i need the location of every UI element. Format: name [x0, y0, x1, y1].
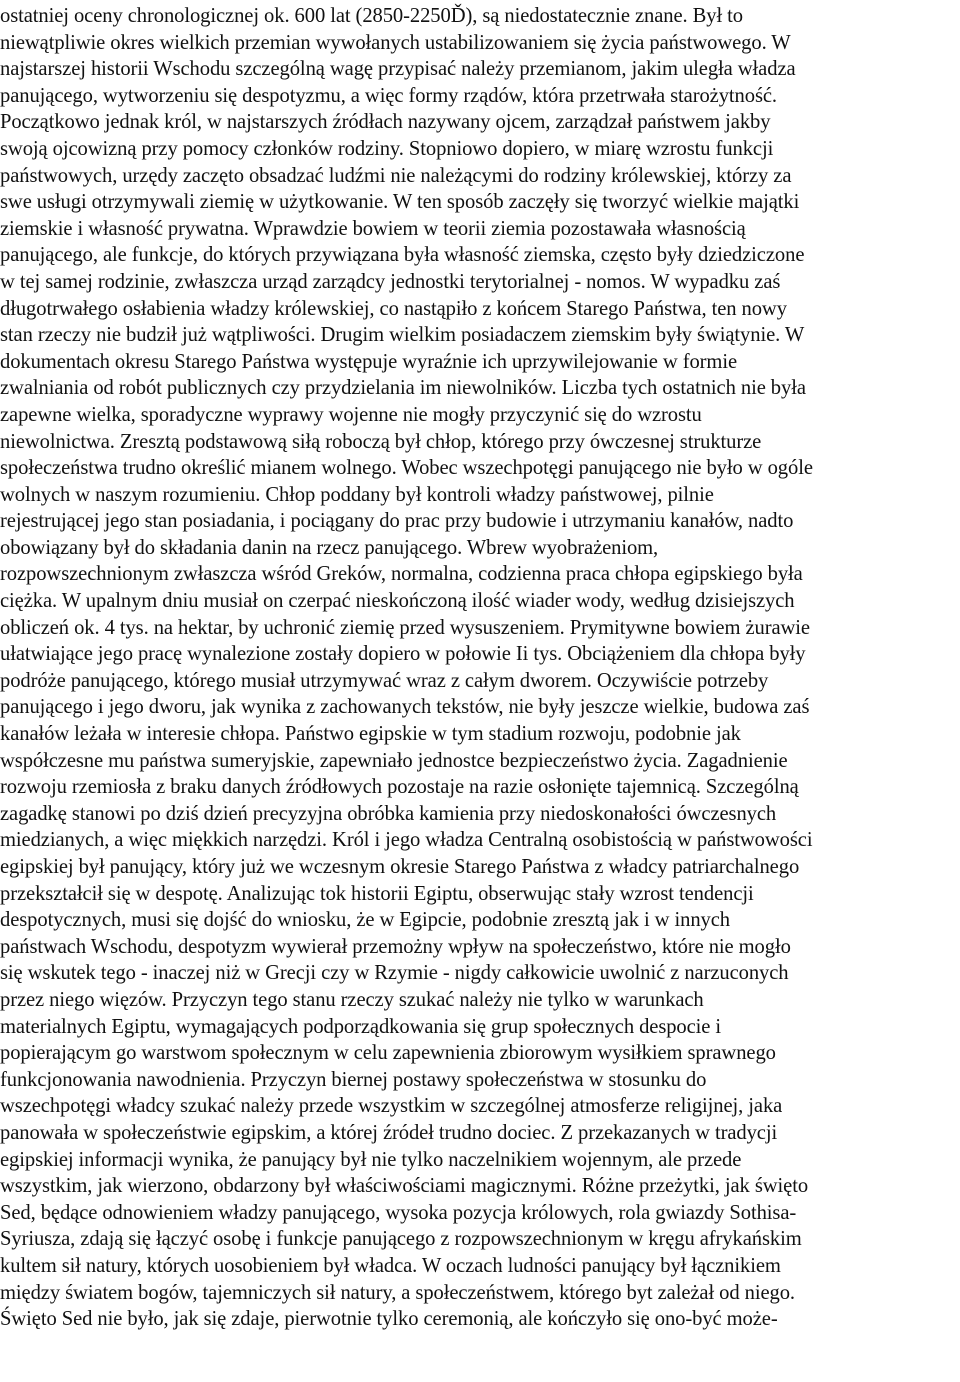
- text-line: swoją ojcowizną przy pomocy członków rodziny. Stopniowo dopiero, w miarę wzrostu funkcji: [0, 137, 774, 160]
- text-line: egipskiej był panujący, który już we wczesnym okresie Starego Państwa z władcy patriarchalnego: [0, 856, 800, 878]
- text-line: egipskiej informacji wynika, że panujący był nie tylko naczelnikiem wojennym, ale przede: [0, 1148, 742, 1171]
- text-line: w tej samej rodzinie, zwłaszcza urząd zarządcy jednostki terytorialnej - nomos. W wypadku zaś: [0, 270, 781, 293]
- text-line: długotrwałego osłabienia władzy królewskiej, co nastąpiło z końcem Starego Państwa, ten nowy: [0, 297, 787, 320]
- text-line: wolnych w naszym rozumieniu. Chłop poddany był kontroli władzy państwowej, pilnie: [0, 483, 714, 506]
- text-line: rozwoju rzemiosła z braku danych źródłowych pozostaje na razie osłonięte tajemnicą. Szczególną: [0, 776, 799, 799]
- text-line: despotycznych, musi się dojść do wniosku, że w Egipcie, podobnie zresztą jak i w innych: [0, 909, 730, 932]
- text-line: państwach Wschodu, despotyzm wywierał przemożny wpływ na społeczeństwo, które nie mogło: [0, 935, 791, 958]
- document-body-text: [0, 3, 960, 1382]
- text-line: panującego, wytworzeniu się despotyzmu, a więc formy rządów, która przetrwała starożytność.: [0, 84, 777, 107]
- text-line: funkcjonowania nawodnienia. Przyczyn biernej postawy społeczeństwa w stosunku do: [0, 1068, 707, 1091]
- text-line: przez niego więzów. Przyczyn tego stanu rzeczy szukać należy nie tylko w warunkach: [0, 988, 704, 1011]
- text-line: niewolnictwa. Zresztą podstawową siłą roboczą był chłop, którego przy ówczesnej strukturze: [0, 430, 762, 453]
- text-line: wszystkim, jak wierzono, obdarzony był właściwościami magicznymi. Różne przeżytki, jak święto: [0, 1175, 809, 1198]
- text-line: [0, 1359, 960, 1382]
- text-line: zapewne wielka, sporadyczne wyprawy wojenne nie mogły przyczynić się do wzrostu: [0, 403, 702, 426]
- text-line: Sed, będące odnowieniem władzy panującego, wysoka pozycja królowych, rola gwiazdy Sothisa-: [0, 1201, 797, 1224]
- text-line: kultem sił natury, których uosobieniem był władca. W oczach ludności panujący był łącznikiem: [0, 1254, 781, 1277]
- text-line: kanałów leżała w interesie chłopa. Państwo egipskie w tym stadium rozwoju, podobnie jak: [0, 723, 741, 746]
- text-line: zagadkę stanowi po dziś dzień precyzyjna obróbka kamienia przy niedoskonałości ówczesnych: [0, 802, 777, 825]
- text-line: panującego, ale funkcje, do których przywiązana była własność ziemska, często były dziedziczone: [0, 244, 805, 267]
- text-line: niewątpliwie okres wielkich przemian wywołanych ustabilizowaniem się życia państwowego. W: [0, 31, 791, 54]
- text-line: obowiązany był do składania danin na rzecz panującego. Wbrew wyobrażeniom,: [0, 536, 659, 559]
- text-line: stan rzeczy nie budził już wątpliwości. Drugim wielkim posiadaczem ziemskim były świątynie. W: [0, 324, 805, 347]
- text-line: panowała w społeczeństwie egipskim, a której źródeł trudno dociec. Z przekazanych w tradycji: [0, 1121, 778, 1144]
- text-line: panującego i jego dworu, jak wynika z zachowanych tekstów, nie były jeszcze wielkie, budowa zaś: [0, 696, 810, 719]
- text-line: podróże panującego, którego musiał utrzymywać wraz z całym dworem. Oczywiście potrzeby: [0, 669, 769, 692]
- text-line: popierającym go warstwom społecznym w celu zapewnienia zbiorowym wysiłkiem sprawnego: [0, 1042, 776, 1065]
- text-line: dokumentach okresu Starego Państwa występuje wyraźnie ich uprzywilejowanie w formie: [0, 350, 738, 373]
- text-line: państwowych, urzędy zaczęto obsadzać ludźmi nie należącymi do rodziny królewskiej, którzy za: [0, 164, 792, 187]
- text-line: ostatniej oceny chronologicznej ok. 600 lat (2850-2250Ď), są niedostatecznie znane. Był to: [0, 5, 743, 27]
- text-line: zwalniania od robót publicznych czy przydzielania im niewolników. Liczba tych ostatnich nie była: [0, 377, 806, 400]
- text-line: Święto Sed nie było, jak się zdaje, pierwotnie tylko ceremonią, ale kończyło się ono-być może-: [0, 1308, 778, 1331]
- text-line: współczesne mu państwa sumeryjskie, zapewniało jednostce bezpieczeństwo życia. Zagadnienie: [0, 749, 788, 772]
- text-line: ułatwiające jego pracę wynalezione zostały dopiero w połowie Ii tys. Obciążeniem dla chłopa były: [0, 643, 806, 666]
- text-line: rejestrującej jego stan posiadania, i pociągany do prac przy budowie i utrzymaniu kanałów, nadto: [0, 510, 794, 533]
- text-line: Początkowo jednak król, w najstarszych źródłach nazywany ojcem, zarządzał państwem jakby: [0, 111, 771, 134]
- text-line: ziemskie i własność prywatna. Wprawdzie bowiem w teorii ziemia pozostawała własnością: [0, 217, 746, 240]
- text-line: między światem bogów, tajemniczych sił natury, a społeczeństwem, którego byt zależał od niego.: [0, 1281, 795, 1304]
- text-line: ciężka. W upalnym dniu musiał on czerpać nieskończoną ilość wiader wody, według dzisiejszych: [0, 590, 795, 613]
- text-line: rozpowszechnionym zwłaszcza wśród Greków, normalna, codzienna praca chłopa egipskiego była: [0, 563, 803, 586]
- text-line: [0, 1333, 960, 1360]
- text-line: najstarszej historii Wschodu szczególną wagę przypisać należy przemianom, jakim uległa władza: [0, 58, 796, 81]
- text-line: swe usługi otrzymywali ziemię w użytkowanie. W ten sposób zaczęły się tworzyć wielkie majątki: [0, 191, 800, 214]
- text-line: społeczeństwa trudno określić mianem wolnego. Wobec wszechpotęgi panującego nie było w ogóle: [0, 457, 813, 480]
- text-line: miedzianych, a więc miękkich narzędzi. Król i jego władza Centralną osobistością w państwowości: [0, 829, 813, 852]
- text-line: Syriusza, zdają się łączyć osobę i funkcje panującego z rozpowszechnionym w kręgu afrykańskim: [0, 1228, 802, 1251]
- text-line: materialnych Egiptu, wymagających podporządkowania się grup społecznych despocie i: [0, 1015, 722, 1038]
- text-line: obliczeń ok. 4 tys. na hektar, by uchronić ziemię przed wysuszeniem. Prymitywne bowiem żurawie: [0, 616, 810, 639]
- text-line: się wskutek tego - inaczej niż w Grecji czy w Rzymie - nigdy całkowicie uwolnić z narzuconych: [0, 962, 789, 985]
- text-line: wszechpotęgi władcy szukać należy przede wszystkim w szczególnej atmosferze religijnej, jaka: [0, 1095, 783, 1118]
- text-line: przekształcił się w despotę. Analizując tok historii Egiptu, obserwując stały wzrost tendencji: [0, 882, 754, 905]
